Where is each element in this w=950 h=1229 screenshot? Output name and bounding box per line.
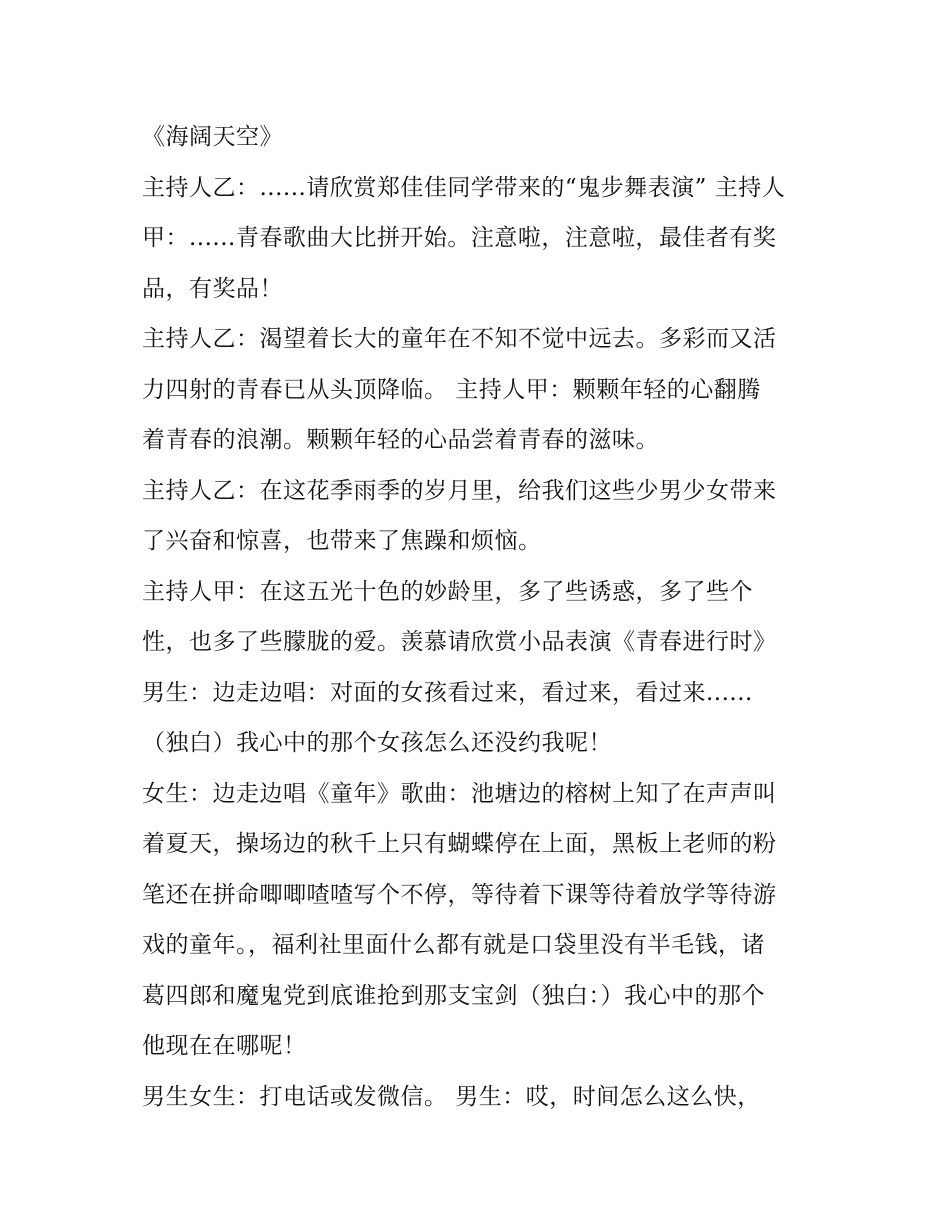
text-line: 男生女生：打电话或发微信。 男生：哎，时间怎么这么快， [142,1083,761,1110]
text-line: （独白）我心中的那个女孩怎么还没约我呢！ [142,730,612,756]
document-title: 《海阔天空》 [142,124,283,150]
text-line: 主持人甲：在这五光十色的妙龄里，多了些诱惑，多了些个 [142,578,753,605]
text-line: 着青春的浪潮。颗颗年轻的心品尝着青春的滋味。 [142,427,659,453]
text-line: 女生：边走边唱《童年》歌曲：池塘边的榕树上知了在声声叫 [142,780,777,807]
text-line: 主持人乙：......请欣赏郑佳佳同学带来的“鬼步舞表演” 主持人 [142,174,786,201]
text-line: 力四射的青春已从头顶降临。 主持人甲：颗颗年轻的心翻腾 [142,376,761,403]
text-line: 戏的童年。，福利社里面什么都有就是口袋里没有半毛钱，诸 [142,932,765,958]
text-line: 男生：边走边唱：对面的女孩看过来，看过来，看过来...... [142,679,753,706]
document-body [142,112,822,1122]
text-line: 主持人乙：在这花季雨季的岁月里，给我们这些少男少女带来 [142,477,777,504]
text-line: 甲：......青春歌曲大比拼开始。注意啦，注意啦，最佳者有奖 [142,225,777,251]
text-line: 葛四郎和魔鬼党到底谁抢到那支宝剑（独白：）我心中的那个 [142,982,765,1009]
text-line: 了兴奋和惊喜，也带来了焦躁和烦恼。 [142,528,542,554]
text-line: 品，有奖品！ [142,275,283,302]
text-line: 性，也多了些朦胧的爱。羡慕请欣赏小品表演《青春进行时》 [142,629,777,655]
text-line: 主持人乙：渴望着长大的童年在不知不觉中远去。多彩而又活 [142,326,777,352]
text-line: 笔还在拼命唧唧喳喳写个不停，等待着下课等待着放学等待游 [142,881,777,908]
text-line: 着夏天，操场边的秋千上只有蝴蝶停在上面，黑板上老师的粉 [142,831,777,857]
text-line: 他现在在哪呢！ [142,1033,307,1059]
